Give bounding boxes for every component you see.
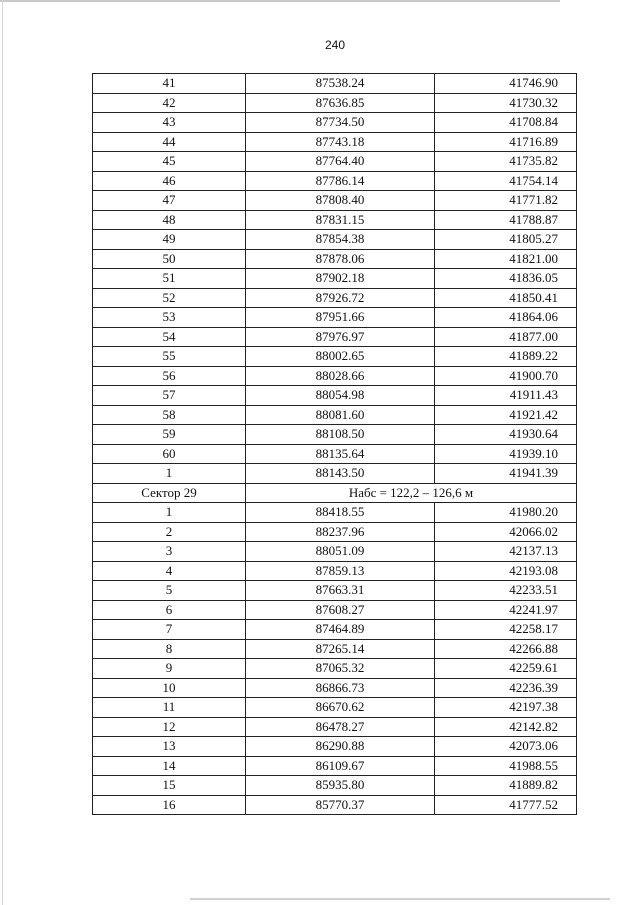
point-number: 1 (93, 503, 246, 523)
table-row (93, 795, 577, 815)
point-number: 58 (93, 405, 246, 425)
sector-label: Сектор 29 (93, 483, 246, 503)
coordinate-y: 41900.70 (435, 366, 577, 386)
point-number: 1 (93, 464, 246, 484)
coordinate-x: 88143.50 (246, 464, 435, 484)
coordinate-y: 41771.82 (435, 191, 577, 211)
page-number: 240 (324, 38, 346, 52)
point-number: 51 (93, 269, 246, 289)
coordinate-y: 42066.02 (435, 522, 577, 542)
coordinate-y: 41988.55 (435, 756, 577, 776)
point-number: 10 (93, 678, 246, 698)
table-row (93, 503, 577, 523)
point-number: 55 (93, 347, 246, 367)
coordinate-x: 88028.66 (246, 366, 435, 386)
point-number: 45 (93, 152, 246, 172)
point-number: 4 (93, 561, 246, 581)
coordinate-x: 86670.62 (246, 698, 435, 718)
point-number: 8 (93, 639, 246, 659)
point-number: 41 (93, 74, 246, 94)
table-row (93, 132, 577, 152)
coordinate-y: 42241.97 (435, 600, 577, 620)
coordinates-table-body (93, 74, 577, 815)
point-number: 12 (93, 717, 246, 737)
coordinate-y: 41850.41 (435, 288, 577, 308)
point-number: 59 (93, 425, 246, 445)
coordinate-y: 41708.84 (435, 113, 577, 133)
coordinate-x: 86109.67 (246, 756, 435, 776)
table-row (93, 737, 577, 757)
table-row (93, 152, 577, 172)
point-number: 7 (93, 620, 246, 640)
point-number: 60 (93, 444, 246, 464)
coordinate-y: 42193.08 (435, 561, 577, 581)
coordinate-x: 87538.24 (246, 74, 435, 94)
table-row (93, 93, 577, 113)
point-number: 5 (93, 581, 246, 601)
coordinate-y: 41921.42 (435, 405, 577, 425)
coordinate-x: 88002.65 (246, 347, 435, 367)
coordinate-y: 42258.17 (435, 620, 577, 640)
table-row (93, 249, 577, 269)
coordinate-y: 42142.82 (435, 717, 577, 737)
coordinate-x: 87265.14 (246, 639, 435, 659)
coordinate-y: 41735.82 (435, 152, 577, 172)
coordinate-y: 41716.89 (435, 132, 577, 152)
coordinates-table (92, 73, 577, 815)
table-row (93, 347, 577, 367)
table-row (93, 366, 577, 386)
coordinate-x: 86866.73 (246, 678, 435, 698)
table-row (93, 288, 577, 308)
point-number: 9 (93, 659, 246, 679)
point-number: 48 (93, 210, 246, 230)
point-number: 56 (93, 366, 246, 386)
table-row (93, 74, 577, 94)
table-row (93, 230, 577, 250)
point-number: 52 (93, 288, 246, 308)
coordinate-x: 85770.37 (246, 795, 435, 815)
table-row (93, 717, 577, 737)
coordinate-y: 41877.00 (435, 327, 577, 347)
coordinate-x: 87808.40 (246, 191, 435, 211)
coordinate-x: 87854.38 (246, 230, 435, 250)
table-row (93, 464, 577, 484)
point-number: 42 (93, 93, 246, 113)
point-number: 49 (93, 230, 246, 250)
table-row (93, 581, 577, 601)
sector-height-range: Набс = 122,2 – 126,6 м (246, 483, 577, 503)
coordinate-y: 41754.14 (435, 171, 577, 191)
table-row (93, 756, 577, 776)
coordinate-x: 88135.64 (246, 444, 435, 464)
table-row (93, 191, 577, 211)
coordinate-x: 88418.55 (246, 503, 435, 523)
point-number: 13 (93, 737, 246, 757)
coordinate-x: 87976.97 (246, 327, 435, 347)
coordinate-y: 41746.90 (435, 74, 577, 94)
point-number: 50 (93, 249, 246, 269)
point-number: 16 (93, 795, 246, 815)
table-row (93, 678, 577, 698)
coordinate-y: 41911.43 (435, 386, 577, 406)
sector-header-row (93, 483, 577, 503)
table-row (93, 425, 577, 445)
coordinate-y: 41980.20 (435, 503, 577, 523)
coordinate-y: 41805.27 (435, 230, 577, 250)
table-row (93, 639, 577, 659)
coordinate-x: 87734.50 (246, 113, 435, 133)
coordinate-x: 87878.06 (246, 249, 435, 269)
coordinate-x: 88054.98 (246, 386, 435, 406)
table-row (93, 620, 577, 640)
table-row (93, 522, 577, 542)
point-number: 47 (93, 191, 246, 211)
coordinate-x: 87859.13 (246, 561, 435, 581)
coordinate-y: 41889.22 (435, 347, 577, 367)
table-row (93, 444, 577, 464)
scan-border-left (2, 0, 3, 905)
coordinate-y: 41836.05 (435, 269, 577, 289)
point-number: 54 (93, 327, 246, 347)
table-row (93, 659, 577, 679)
point-number: 6 (93, 600, 246, 620)
coordinate-x: 87065.32 (246, 659, 435, 679)
coordinate-x: 87608.27 (246, 600, 435, 620)
table-row (93, 171, 577, 191)
coordinate-x: 87786.14 (246, 171, 435, 191)
coordinate-y: 41930.64 (435, 425, 577, 445)
coordinate-y: 41889.82 (435, 776, 577, 796)
point-number: 46 (93, 171, 246, 191)
coordinate-x: 87663.31 (246, 581, 435, 601)
coordinate-y: 41788.87 (435, 210, 577, 230)
coordinate-y: 41821.00 (435, 249, 577, 269)
point-number: 44 (93, 132, 246, 152)
coordinate-y: 42233.51 (435, 581, 577, 601)
coordinate-x: 88081.60 (246, 405, 435, 425)
coordinate-x: 88237.96 (246, 522, 435, 542)
point-number: 2 (93, 522, 246, 542)
point-number: 11 (93, 698, 246, 718)
point-number: 43 (93, 113, 246, 133)
point-number: 57 (93, 386, 246, 406)
table-row (93, 561, 577, 581)
table-row (93, 386, 577, 406)
coordinate-y: 41939.10 (435, 444, 577, 464)
coordinate-x: 85935.80 (246, 776, 435, 796)
table-row (93, 600, 577, 620)
coordinate-y: 42236.39 (435, 678, 577, 698)
coordinate-x: 87636.85 (246, 93, 435, 113)
table-row (93, 269, 577, 289)
coordinate-x: 87831.15 (246, 210, 435, 230)
scan-border-bottom (190, 898, 610, 900)
coordinate-y: 42137.13 (435, 542, 577, 562)
table-row (93, 113, 577, 133)
table-row (93, 542, 577, 562)
coordinate-x: 87764.40 (246, 152, 435, 172)
table-row (93, 210, 577, 230)
table-row (93, 405, 577, 425)
coordinate-x: 86478.27 (246, 717, 435, 737)
table-row (93, 698, 577, 718)
coordinate-x: 87951.66 (246, 308, 435, 328)
coordinate-y: 42266.88 (435, 639, 577, 659)
table-row (93, 308, 577, 328)
table-row (93, 776, 577, 796)
table-row (93, 327, 577, 347)
coordinate-y: 41777.52 (435, 795, 577, 815)
point-number: 15 (93, 776, 246, 796)
coordinate-y: 41730.32 (435, 93, 577, 113)
scan-border-top (0, 0, 560, 2)
coordinate-y: 41941.39 (435, 464, 577, 484)
point-number: 53 (93, 308, 246, 328)
coordinate-y: 42197.38 (435, 698, 577, 718)
coordinate-y: 42073.06 (435, 737, 577, 757)
coordinate-x: 87902.18 (246, 269, 435, 289)
point-number: 14 (93, 756, 246, 776)
coordinate-x: 87464.89 (246, 620, 435, 640)
coordinate-y: 41864.06 (435, 308, 577, 328)
point-number: 3 (93, 542, 246, 562)
coordinate-x: 87926.72 (246, 288, 435, 308)
coordinate-y: 42259.61 (435, 659, 577, 679)
coordinate-x: 88108.50 (246, 425, 435, 445)
coordinate-x: 88051.09 (246, 542, 435, 562)
coordinate-x: 86290.88 (246, 737, 435, 757)
coordinate-x: 87743.18 (246, 132, 435, 152)
